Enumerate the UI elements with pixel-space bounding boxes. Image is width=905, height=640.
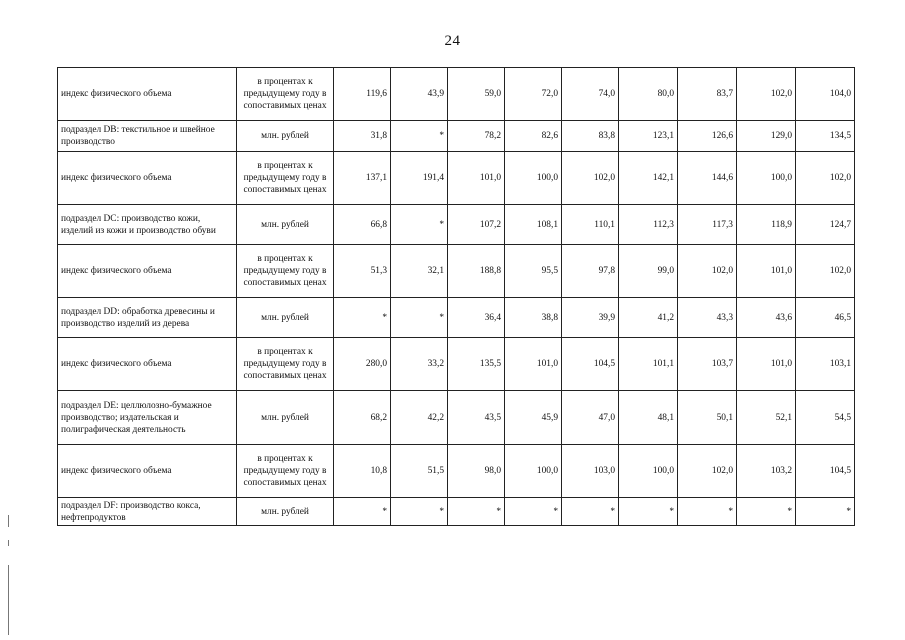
value-cell: * (334, 498, 391, 526)
value-cell: 43,3 (678, 298, 737, 338)
value-cell: 110,1 (562, 205, 619, 245)
table-row (58, 445, 855, 498)
value-cell: 32,1 (391, 245, 448, 298)
value-cell: 112,3 (619, 205, 678, 245)
row-label: индекс физического объема (58, 152, 237, 205)
value-cell: 103,2 (737, 445, 796, 498)
row-unit: млн. рублей (237, 498, 334, 526)
row-unit: в процентах к предыдущему году в сопоставимых ценах (237, 338, 334, 391)
value-cell: 101,0 (737, 245, 796, 298)
value-cell: 72,0 (505, 68, 562, 121)
table-row (58, 152, 855, 205)
row-label: подраздел DC: производство кожи, изделий из кожи и производство обуви (58, 205, 237, 245)
row-unit: млн. рублей (237, 391, 334, 445)
value-cell: 126,6 (678, 121, 737, 152)
value-cell: 103,7 (678, 338, 737, 391)
value-cell: * (737, 498, 796, 526)
value-cell: 33,2 (391, 338, 448, 391)
value-cell: 102,0 (562, 152, 619, 205)
row-unit: в процентах к предыдущему году в сопоставимых ценах (237, 245, 334, 298)
value-cell: 41,2 (619, 298, 678, 338)
row-label: индекс физического объема (58, 68, 237, 121)
table-body (58, 68, 855, 526)
row-label: подраздел DF: производство кокса, нефтепродуктов (58, 498, 237, 526)
value-cell: 43,9 (391, 68, 448, 121)
table-row (58, 391, 855, 445)
value-cell: 43,5 (448, 391, 505, 445)
value-cell: 51,3 (334, 245, 391, 298)
row-unit: млн. рублей (237, 121, 334, 152)
row-unit: млн. рублей (237, 205, 334, 245)
row-unit: в процентах к предыдущему году в сопоставимых ценах (237, 445, 334, 498)
value-cell: * (334, 298, 391, 338)
value-cell: * (448, 498, 505, 526)
value-cell: * (391, 298, 448, 338)
value-cell: 102,0 (796, 245, 855, 298)
value-cell: 74,0 (562, 68, 619, 121)
value-cell: 103,0 (562, 445, 619, 498)
page-number: 24 (444, 33, 461, 49)
value-cell: 129,0 (737, 121, 796, 152)
row-label: индекс физического объема (58, 245, 237, 298)
value-cell: 191,4 (391, 152, 448, 205)
value-cell: 134,5 (796, 121, 855, 152)
value-cell: 188,8 (448, 245, 505, 298)
value-cell: 100,0 (619, 445, 678, 498)
value-cell: 59,0 (448, 68, 505, 121)
value-cell: 135,5 (448, 338, 505, 391)
value-cell: 280,0 (334, 338, 391, 391)
value-cell: 101,0 (737, 338, 796, 391)
value-cell: 83,8 (562, 121, 619, 152)
value-cell: 42,2 (391, 391, 448, 445)
value-cell: 45,9 (505, 391, 562, 445)
value-cell: 101,0 (505, 338, 562, 391)
row-unit: в процентах к предыдущему году в сопоставимых ценах (237, 152, 334, 205)
value-cell: 95,5 (505, 245, 562, 298)
table-row (58, 121, 855, 152)
value-cell: 118,9 (737, 205, 796, 245)
value-cell: 100,0 (505, 152, 562, 205)
value-cell: 124,7 (796, 205, 855, 245)
value-cell: 31,8 (334, 121, 391, 152)
row-label: подраздел DB: текстильное и швейное производство (58, 121, 237, 152)
value-cell: 104,5 (796, 445, 855, 498)
value-cell: 144,6 (678, 152, 737, 205)
value-cell: 78,2 (448, 121, 505, 152)
value-cell: 101,1 (619, 338, 678, 391)
value-cell: 38,8 (505, 298, 562, 338)
value-cell: * (562, 498, 619, 526)
value-cell: 142,1 (619, 152, 678, 205)
value-cell: 137,1 (334, 152, 391, 205)
row-label: подраздел DE: целлюлозно-бумажное производство; издательская и полиграфическая деятельность (58, 391, 237, 445)
table-row (58, 245, 855, 298)
value-cell: 108,1 (505, 205, 562, 245)
table-row (58, 338, 855, 391)
table-row (58, 68, 855, 121)
value-cell: 82,6 (505, 121, 562, 152)
value-cell: 103,1 (796, 338, 855, 391)
value-cell: 100,0 (505, 445, 562, 498)
value-cell: 47,0 (562, 391, 619, 445)
value-cell: 39,9 (562, 298, 619, 338)
row-label: индекс физического объема (58, 338, 237, 391)
value-cell: * (391, 498, 448, 526)
margin-mark (8, 565, 9, 635)
value-cell: 123,1 (619, 121, 678, 152)
row-label: индекс физического объема (58, 445, 237, 498)
margin-mark (8, 540, 9, 546)
value-cell: 54,5 (796, 391, 855, 445)
value-cell: 104,0 (796, 68, 855, 121)
value-cell: 102,0 (678, 445, 737, 498)
value-cell: 51,5 (391, 445, 448, 498)
value-cell: 83,7 (678, 68, 737, 121)
margin-mark (8, 515, 9, 527)
value-cell: 36,4 (448, 298, 505, 338)
value-cell: 104,5 (562, 338, 619, 391)
value-cell: 46,5 (796, 298, 855, 338)
value-cell: 102,0 (737, 68, 796, 121)
value-cell: * (391, 121, 448, 152)
value-cell: 80,0 (619, 68, 678, 121)
value-cell: 68,2 (334, 391, 391, 445)
value-cell: 66,8 (334, 205, 391, 245)
value-cell: 107,2 (448, 205, 505, 245)
value-cell: * (619, 498, 678, 526)
value-cell: 99,0 (619, 245, 678, 298)
row-label: подраздел DD: обработка древесины и производство изделий из дерева (58, 298, 237, 338)
value-cell: 52,1 (737, 391, 796, 445)
row-unit: млн. рублей (237, 298, 334, 338)
table-row (58, 205, 855, 245)
value-cell: * (505, 498, 562, 526)
row-unit: в процентах к предыдущему году в сопоставимых ценах (237, 68, 334, 121)
value-cell: 43,6 (737, 298, 796, 338)
value-cell: 102,0 (796, 152, 855, 205)
value-cell: 119,6 (334, 68, 391, 121)
value-cell: * (678, 498, 737, 526)
value-cell: 102,0 (678, 245, 737, 298)
value-cell: 97,8 (562, 245, 619, 298)
value-cell: * (391, 205, 448, 245)
value-cell: 101,0 (448, 152, 505, 205)
value-cell: 48,1 (619, 391, 678, 445)
value-cell: 10,8 (334, 445, 391, 498)
value-cell: 50,1 (678, 391, 737, 445)
statistics-table (57, 67, 855, 526)
value-cell: 117,3 (678, 205, 737, 245)
value-cell: 98,0 (448, 445, 505, 498)
table-row (58, 298, 855, 338)
value-cell: 100,0 (737, 152, 796, 205)
value-cell: * (796, 498, 855, 526)
table-row (58, 498, 855, 526)
